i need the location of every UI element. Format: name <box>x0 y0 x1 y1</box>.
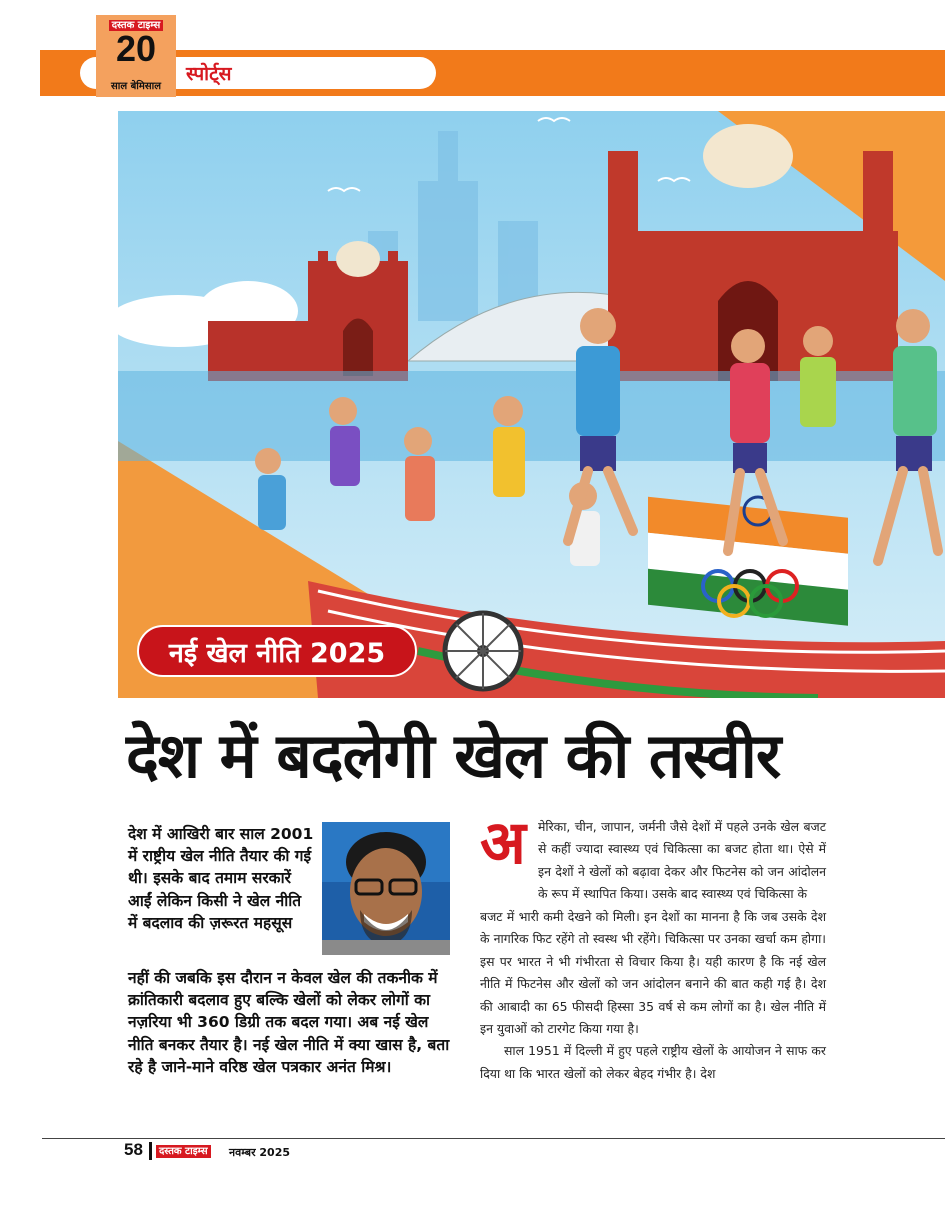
footer-issue-date: नवम्बर 2025 <box>229 1146 291 1159</box>
article-body-first: मेरिका, चीन, जापान, जर्मनी जैसे देशों में पहले उनके खेल बजट से कहीं ज्यादा स्वास्थ्य एवं चिकित्सा का बजट होता था। ऐसे में इन देशों ने खेलों को बढ़ावा देकर और फिटनेस को जन आंदोलन के रूप में स्थापित किया। उसके बाद स्वास्थ्य एवं चिकित्सा के <box>538 819 826 902</box>
badge-brand-logo: दस्तक टाइम्स <box>96 17 176 31</box>
footer-brand-logo: दस्तक टाइम्स <box>156 1143 211 1157</box>
section-title: स्पोर्ट्स <box>186 63 232 85</box>
drop-cap: अ <box>480 808 526 878</box>
badge-subtitle: साल बेमिसाल <box>110 81 162 92</box>
page-number: 58 <box>124 1140 143 1159</box>
article-intro-bottom: नहीं की जबकि इस दौरान न केवल खेल की तकनीक में क्रांतिकारी बदलाव हुए बल्कि खेलों को लेकर लोगों का नज़रिया भी 360 डिग्री तक बदल गया। अब नई खेल नीति बनकर तैयार है। नई खेल नीति में क्या खास है, बता रहे है जाने-माने वरिष्ठ खेल पत्रकार अनंत मिश्र। <box>128 969 450 1076</box>
hero-caption: नई खेल नीति 2025 <box>168 638 386 669</box>
hero-illustration <box>118 111 945 698</box>
author-portrait <box>322 822 450 955</box>
article-paragraph-2: साल 1951 में दिल्ली में हुए पहले राष्ट्रीय खेलों के आयोजन ने साफ कर दिया था कि भारत खेलों को लेकर बेहद गंभीर है। देश <box>480 1043 826 1081</box>
article-intro-top: देश में आखिरी बार साल 2001 में राष्ट्रीय खेल नीति तैयार की गई थी। इसके बाद तमाम सरकारें आईं लेकिन किसी ने खेल नीति में बदलाव की ज़रूरत महसूस <box>128 825 314 932</box>
article-body-rest <box>480 906 826 1085</box>
footer-rule <box>42 1138 945 1139</box>
footer-divider <box>149 1142 152 1160</box>
article-headline: देश में बदलेगी खेल की तस्वीर <box>126 719 781 792</box>
article-paragraph: बजट में भारी कमी देखने को मिली। इन देशों का मानना है कि जब उसके देश के नागरिक फिट रहेंगे तो स्वस्थ भी रहेंगे। चिकित्सा पर उनका खर्चा कम होगा। इस पर भारत ने भी गंभीरता से विचार किया है। यही कारण है कि नई खेल नीति में फिटनेस और खेलों को जन आंदोलन बनाने की बात कही गई है। देश की आबादी का 65 फीसदी हिस्सा 35 वर्ष से कम लोगों का है। खेल नीति में इन युवाओं को टारगेट किया गया है। <box>480 909 826 1037</box>
badge-number: 20 <box>115 28 157 69</box>
